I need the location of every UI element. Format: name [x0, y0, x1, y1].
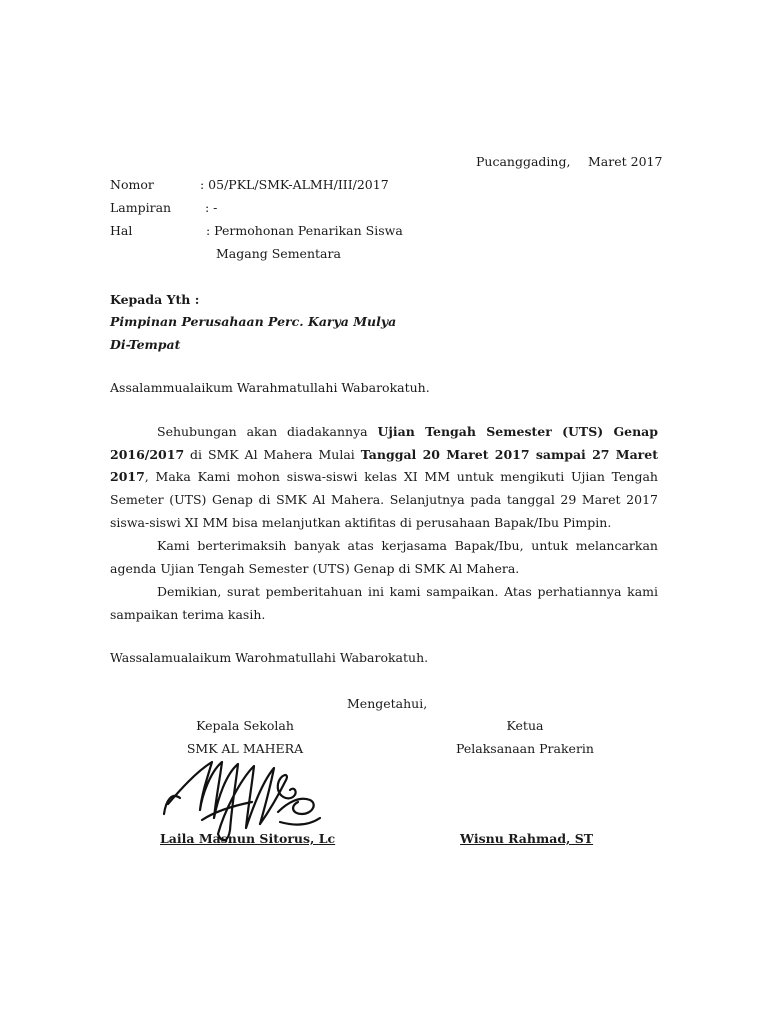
hal-value-line2: Magang Sementara	[216, 246, 341, 261]
lampiran-value: : -	[205, 200, 218, 215]
paragraph-1-bold-a: Ujian Tengah Semester (UTS) Genap 2016/2017	[110, 424, 658, 462]
letter-date: Maret 2017	[588, 154, 663, 169]
paragraph-1-text-c: , Maka Kami mohon siswa-siswi kelas XI MM untuk mengikuti Ujian Tengah Semeter (UTS) Genap di SMK Al Mahera. Selanjutnya pada tanggal 29 Maret 2017 siswa-siswi XI MM bisa melanjutkan aktifitas di perusahaan Bapak/Ibu Pimpin.	[110, 469, 658, 530]
signer-right-org: Pelaksanaan Prakerin	[456, 741, 594, 756]
signer-left-org: SMK AL MAHERA	[186, 741, 304, 756]
nomor-label: Nomor	[110, 177, 154, 192]
paragraph-1-text-b: di SMK Al Mahera Mulai	[184, 446, 361, 462]
hal-value-line1: : Permohonan Penarikan Siswa	[206, 223, 403, 238]
recipient-line2: Pimpinan Perusahaan Perc. Karya Mulya	[110, 314, 397, 329]
greeting: Assalammualaikum Warahmatullahi Wabarokatuh.	[110, 380, 430, 395]
handwritten-signature	[162, 752, 337, 847]
paragraph-3: Demikian, surat pemberitahuan ini kami sampaikan. Atas perhatiannya kami sampaikan terima kasih.	[110, 584, 658, 622]
signer-right-title: Ketua	[506, 718, 544, 733]
recipient-line3: Di-Tempat	[110, 337, 181, 352]
recipient-line1: Kepada Yth :	[110, 292, 200, 307]
mengetahui: Mengetahui,	[347, 696, 428, 711]
hal-label: Hal	[110, 223, 133, 238]
signer-right-name: Wisnu Rahmad, ST	[460, 831, 594, 846]
closing: Wassalamualaikum Warohmatullahi Wabarokatuh.	[110, 650, 429, 665]
paragraph-1-bold-b: Tanggal 20 Maret 2017 sampai 27 Maret 2017	[110, 446, 658, 485]
nomor-value: : 05/PKL/SMK-ALMH/III/2017	[200, 177, 389, 192]
signer-left-title: Kepala Sekolah	[196, 718, 294, 733]
paragraph-2: Kami berterimaksih banyak atas kerjasama Bapak/Ibu, untuk melancarkan agenda Ujian Tengah Semester (UTS) Genap di SMK Al Mahera.	[110, 538, 658, 576]
lampiran-label: Lampiran	[110, 200, 172, 215]
paragraph-1-text-a: Sehubungan akan diadakannya	[157, 424, 378, 439]
letter-place: Pucanggading,	[476, 154, 571, 169]
paragraph-1	[110, 421, 658, 535]
signer-left-name: Laila Masnun Sitorus, Lc	[160, 831, 336, 846]
